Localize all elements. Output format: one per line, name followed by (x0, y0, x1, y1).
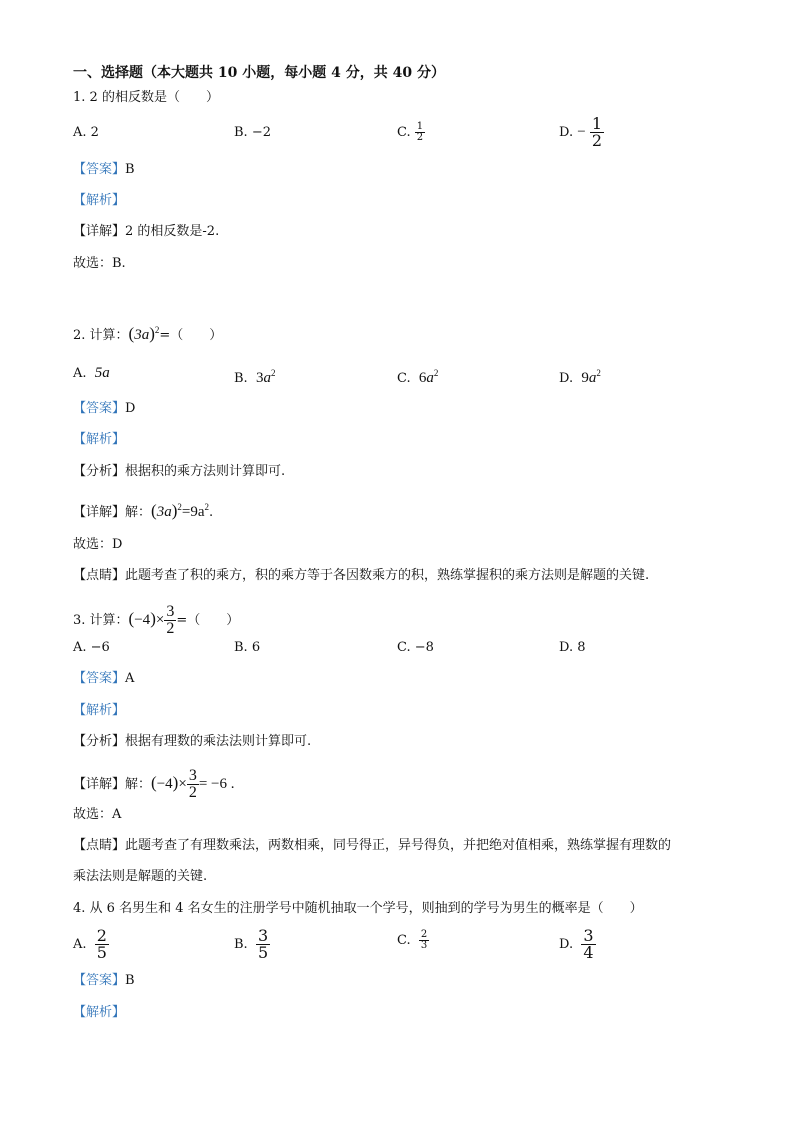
q3-dianjing-1: 【点睛】此题考查了有理数乘法，两数相乘，同号得正，异号得负，并把绝对值相乘，熟练掌握有理数的 (73, 838, 672, 853)
q4-option-c: C. $\frac{2}{3}$ (397, 929, 428, 951)
q3-option-d: D. 8 (559, 640, 586, 655)
q3-answer: 【答案】A (73, 671, 135, 686)
q1-detail: 【详解】2 的相反数是-2. (73, 224, 220, 239)
fraction: $\frac{3}{5}$ (257, 926, 269, 962)
question-3-stem: 3. 计算：(−4)× $\frac{3}{2}$ =（ ） (73, 603, 240, 637)
q2-option-c: C. $6a^2$ (397, 368, 439, 386)
q1-option-b: B. −2 (234, 125, 271, 140)
q2-option-d: D. $9a^2$ (559, 368, 601, 386)
question-2-stem: 2. 计算：$(3a)^2=$（ ） (73, 324, 223, 343)
q1-choice: 故选：B. (73, 256, 126, 271)
q3-option-b: B. 6 (234, 640, 261, 655)
q3-choice: 故选：A (73, 807, 122, 822)
q1-option-d: D. − $\frac{1}{2}$ (559, 114, 603, 150)
section-title: 一、选择题（本大题共 10 小题，每小题 4 分，共 40 分） (73, 65, 445, 81)
q4-option-a: A. $\frac{2}{5}$ (73, 926, 107, 962)
fraction: $\frac{3}{4}$ (583, 926, 594, 962)
q4-answer: 【答案】B (73, 973, 135, 988)
question-4-stem: 4. 从 6 名男生和 4 名女生的注册学号中随机抽取一个学号，则抽到的学号为男生的概率是（ ） (73, 901, 643, 916)
q1-analysis-label: 【解析】 (73, 193, 126, 208)
q2-fenxi: 【分析】根据积的乘方法则计算即可. (73, 464, 286, 479)
fraction: $\frac{1}{2}$ (591, 114, 603, 150)
q1-option-a: A. 2 (73, 125, 99, 140)
fraction: $\frac{3}{2}$ (188, 767, 197, 801)
question-1-stem: 1. 2 的相反数是（ ） (73, 90, 219, 105)
q1-answer: 【答案】B (73, 162, 135, 177)
q2-option-b: B. $3a^2$ (234, 368, 276, 386)
q2-detail: 【详解】解：$(3a)^2=9a^2$. (73, 501, 214, 520)
q1-option-c: C. $\frac{1}{2}$ (397, 121, 424, 143)
q2-dianjing: 【点睛】此题考查了积的乘方，积的乘方等于各因数乘方的积，熟练掌握积的乘方法则是解题的关键. (73, 568, 650, 583)
fraction: $\frac{2}{5}$ (96, 926, 107, 962)
q4-option-b: B. $\frac{3}{5}$ (234, 926, 269, 962)
q2-choice: 故选：D (73, 537, 123, 552)
fraction: $\frac{1}{2}$ (416, 121, 424, 143)
q3-dianjing-2: 乘法法则是解题的关键. (73, 869, 208, 884)
q3-fenxi: 【分析】根据有理数的乘法法则计算即可. (73, 734, 312, 749)
q3-detail: 【详解】解：(−4)× $\frac{3}{2}$ = −6 . (73, 767, 235, 801)
q3-option-c: C. −8 (397, 640, 434, 655)
q2-option-a: A. 5a (73, 365, 110, 381)
q2-answer: 【答案】D (73, 401, 136, 416)
fraction: $\frac{3}{2}$ (166, 603, 175, 637)
q2-analysis-label: 【解析】 (73, 432, 126, 447)
q3-option-a: A. −6 (73, 640, 110, 655)
q4-option-d: D. $\frac{3}{4}$ (559, 926, 594, 962)
q4-analysis-label: 【解析】 (73, 1005, 126, 1020)
fraction: $\frac{2}{3}$ (420, 929, 428, 951)
q3-analysis-label: 【解析】 (73, 703, 126, 718)
